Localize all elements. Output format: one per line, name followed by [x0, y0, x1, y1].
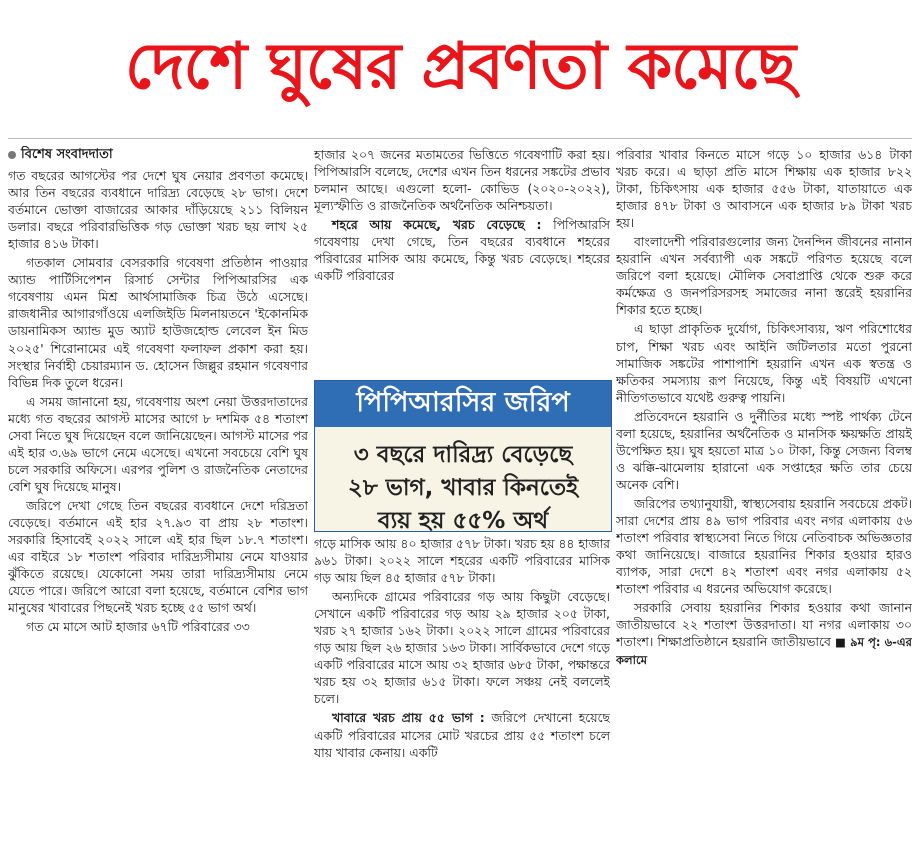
box-line: ২৮ ভাগ, খাবার কিনতেই: [347, 475, 579, 501]
box-body: [315, 427, 611, 538]
paragraph: গত মে মাসে আট হাজার ৬৭টি পরিবারের ৩৩: [26, 619, 250, 635]
headline: দেশে ঘুষের প্রবণতা কমেছে: [125, 30, 795, 104]
paragraph-text: সরকারি সেবায় হয়রানির শিকার হওয়ার কথা জানান জাতীয়ভাবে ২২ শতাংশ উত্তরদাতা। যা নগর এলাকায় ৩০ শতাংশ। শিক্ষাপ্রতিষ্ঠানে হয়রানি জাতীয়ভাবে: [616, 600, 912, 650]
paragraph: জরিপে দেখা গেছে তিন বছরের ব্যবধানে দেশে দরিদ্রতা বেড়েছে। বর্তমানে এই হার ২৭.৯৩ বা প্রায় ২৮ শতাংশ। সরকারি হিসাবেই ২০২২ সালে এই হার ছিল ১৮.৭ শতাংশ। এর বাইরে ১৮ শতাংশ পরিবার দারিদ্র্যসীমায় নেমে যাওয়ার ঝুঁকিতে রয়েছে। যেকোনো সময় তারা দারিদ্র্যসীমায় নেমে যেতে পারে। জরিপে আরো বলা হয়েছে, বর্তমানে বেশির ভাগ মানুষের খাবারের পিছনেই খরচ হচ্ছে ৫৫ ভাগ অর্থ।: [8, 497, 308, 616]
paragraph: গত বছরের আগস্টের পর দেশে ঘুষ নেয়ার প্রবণতা কমেছে। আর তিন বছরের ব্যবধানে দারিদ্র্য বেড়েছে ২৮ ভাগ। দেশে বর্তমানে ভোক্তা বাজারের আকার দাঁড়িয়েছে ২১১ বিলিয়ন ডলার। বছরে পরিবারভিত্তিক গড় ভোক্তা খরচ ছয় লাখ ২৫ হাজার ৪১৬ টাকা।: [8, 168, 308, 252]
paragraph: পরিবার খাবার কিনতে মাসে গড়ে ১০ হাজার ৬১৪ টাকা খরচ করে। এ ছাড়া প্রতি মাসে শিক্ষায় এক হাজার ৮২২ টাকা, চিকিৎসায় এক হাজার ৫৫৬ টাকা, যাতায়াতে এক হাজার ৪৭৮ টাকা ও আবাসনে এক হাজার ৮৯ টাকা খরচ হয়।: [616, 147, 912, 231]
paragraph: [314, 216, 610, 284]
box-line: ব্যয় হয় ৫৫% অর্থ: [377, 508, 549, 534]
subheading-food: খাবারে খরচ প্রায় ৫৫ ভাগ :: [332, 710, 485, 726]
paragraph-text: পিপিআরসি গবেষণায় দেখা গেছে, তিন বছরের ব্যবধানে শহরের পরিবারের মাসিক আয় কমেছে, কিন্তু খরচ বেড়েছে। শহরের একটি পরিবারের: [314, 217, 610, 284]
box-title: পিপিআরসির জরিপ: [315, 381, 611, 427]
bullet-icon: [8, 151, 16, 159]
box-line: ৩ বছরে দারিদ্র্য বেড়েছে: [353, 442, 573, 468]
byline-text: বিশেষ সংবাদদাতা: [21, 147, 113, 162]
column-1: [8, 146, 308, 836]
highlight-box: [314, 380, 612, 532]
paragraph-text: জরিপে দেখানো হয়েছে একটি পরিবারের মাসের মোট খরচের প্রায় ৫৫ শতাংশ চলে যায় খাবার কেনায়। একটি: [314, 710, 610, 760]
paragraph: বাংলাদেশী পরিবারগুলোর জন্য দৈনন্দিন জীবনের নানান হয়রানি এখন সর্বব্যাপী এক সঙ্কটে পরিণত হয়েছে বলে জরিপে বলা হয়েছে। মৌলিক সেবাপ্রাপ্তি থেকে শুরু করে কর্মক্ষেত্র ও জনপরিসরসহ সমাজের নানা স্তরেই হয়রানির শিকার হতে হচ্ছে।: [616, 234, 912, 318]
paragraph: এ ছাড়া প্রাকৃতিক দুর্যোগ, চিকিৎসাব্যয়, ঋণ পরিশোধের চাপ, শিক্ষা খরচ এবং আইনি জটিলতার মতো পুরনো সামাজিক সঙ্কটের পাশাপাশি হয়রানি এখন এক স্বতন্ত্র ও ক্ষতিকর সমস্যায় রূপ নিয়েছে, কিন্তু এই বিষয়টি এখনো নীতিগতভাবে যথেষ্ট গুরুত্ব পায়নি।: [616, 321, 912, 405]
paragraph: এ সময় জানানো হয়, গবেষণায় অংশ নেয়া উত্তরদাতাদের মধ্যে গত বছরের আগস্ট মাসের আগে ৮ দশমিক ৫৪ শতাংশ সেবা নিতে ঘুষ দিয়েছেন বলে জানিয়েছেন। আগস্ট মাসের পর এই হার ৩.৬৯ ভাগে নেমে এসেছে। এখনো সবচেয়ে বেশি ঘুষ চলে সরকারি অফিসে। এরপর পুলিশ ও রাজনৈতিক নেতাদের বেশি ঘুষ দিয়েছে মানুষ।: [8, 393, 308, 494]
paragraph: জরিপের তথ্যানুযায়ী, স্বাস্থ্যসেবায় হয়রানি সবচেয়ে প্রকট। সারা দেশের প্রায় ৪৯ ভাগ পরিবার এবং নগর এলাকায় ৫৬ শতাংশ পরিবার স্বাস্থ্যসেবা নিতে গিয়ে নেতিবাচক অভিজ্ঞতার কথা জানিয়েছে। বাজারে হয়রানির শিকার হওয়ার হারও ব্যাপক, সারা দেশে ৪২ শতাংশ এবং নগর এলাকায় ৫২ শতাংশ পরিবার এ ধরনের অভিযোগ করেছে।: [616, 495, 912, 597]
jump-reference[interactable]: ■ ৯ম পৃ: ৬-এর কলামে: [616, 635, 912, 668]
column-3: [616, 146, 912, 836]
column-2-top: [314, 146, 610, 374]
headline-area: [0, 6, 920, 128]
paragraph: গড়ে মাসিক আয় ৪০ হাজার ৫৭৮ টাকা। খরচ হয় ৪৪ হাজার ৯৬১ টাকা। ২০২২ সালে শহরের একটি পরিবারের মাসিক গড় আয় ছিল ৪৫ হাজার ৫৭৮ টাকা।: [314, 536, 610, 586]
column-2-bottom: [314, 535, 610, 835]
paragraph: অন্যদিকে গ্রামের পরিবারের গড় আয় কিছুটা বেড়েছে। সেখানে একটি পরিবারের গড় আয় ২৯ হাজার ২০৫ টাকা, খরচ ২৭ হাজার ১৬২ টাকা। ২০২২ সালে গ্রামের পরিবারের গড় আয় ছিল ২৬ হাজার ১৬৩ টাকা। সার্বিকভাবে দেশে গড়ে একটি পরিবারের মাসে আয় ৩২ হাজার ৬৮৫ টাকা, পক্ষান্তরে খরচ হয় ৩২ হাজার ৬১৫ টাকা। ফলে সঞ্চয় নেই বললেই চলে।: [314, 589, 610, 707]
subheading-income: শহরে আয় কমেছে, খরচ বেড়েছে :: [332, 217, 542, 233]
paragraph: প্রতিবেদনে হয়রানি ও দুর্নীতির মধ্যে স্পষ্ট পার্থক্য টেনে বলা হয়েছে, হয়রানির অর্থনৈতিক ও মানসিক ক্ষয়ক্ষতি প্রায়ই উপেক্ষিত হয়। ঘুষ হয়তো মাত্র ১০ টাকা, কিন্তু সেজন্য বিলম্ব ও ঝক্কি-ঝামেলায় হারানো এক সপ্তাহের ক্ষতি তার চেয়ে অনেক বেশি।: [616, 408, 912, 492]
paragraph: [314, 709, 610, 760]
paragraph: হাজার ২০৭ জনের মতামতের ভিত্তিতে গবেষণাটি করা হয়। পিপিআরসি বলেছে, দেশের এখন তিন ধরনের সঙ্কটের প্রভাব চলমান আছে। এগুলো হলো- কোভিড (২০২০-২০২২), মূল্যস্ফীতি ও রাজনৈতিক অর্থনৈতিক অনিশ্চয়তা।: [314, 147, 610, 214]
paragraph: গতকাল সোমবার বেসরকারি গবেষণা প্রতিষ্ঠান পাওয়ার অ্যান্ড পার্টিসিপেশন রিসার্চ সেন্টার পিপিআরসির এক গবেষণায় এমন মিশ্র আর্থসামাজিক চিত্র উঠে এসেছে। রাজধানীর আগারগাঁওয়ে এলজিইডি মিলনায়তনে 'ইকোনমিক ডায়নামিকস অ্যান্ড মুড অ্যাট হাউজহোল্ড লেবেল ইন মিড ২০২৫' শিরোনামের এই গবেষণা ফলাফল প্রকাশ করা হয়। সংস্থার নির্বাহী চেয়ারম্যান ড. হোসেন জিল্লুর রহমান গবেষণার বিভিন্ন দিক তুলে ধরেন।: [8, 255, 308, 390]
paragraph: [616, 599, 912, 669]
byline: [8, 146, 308, 163]
divider: [8, 138, 912, 139]
